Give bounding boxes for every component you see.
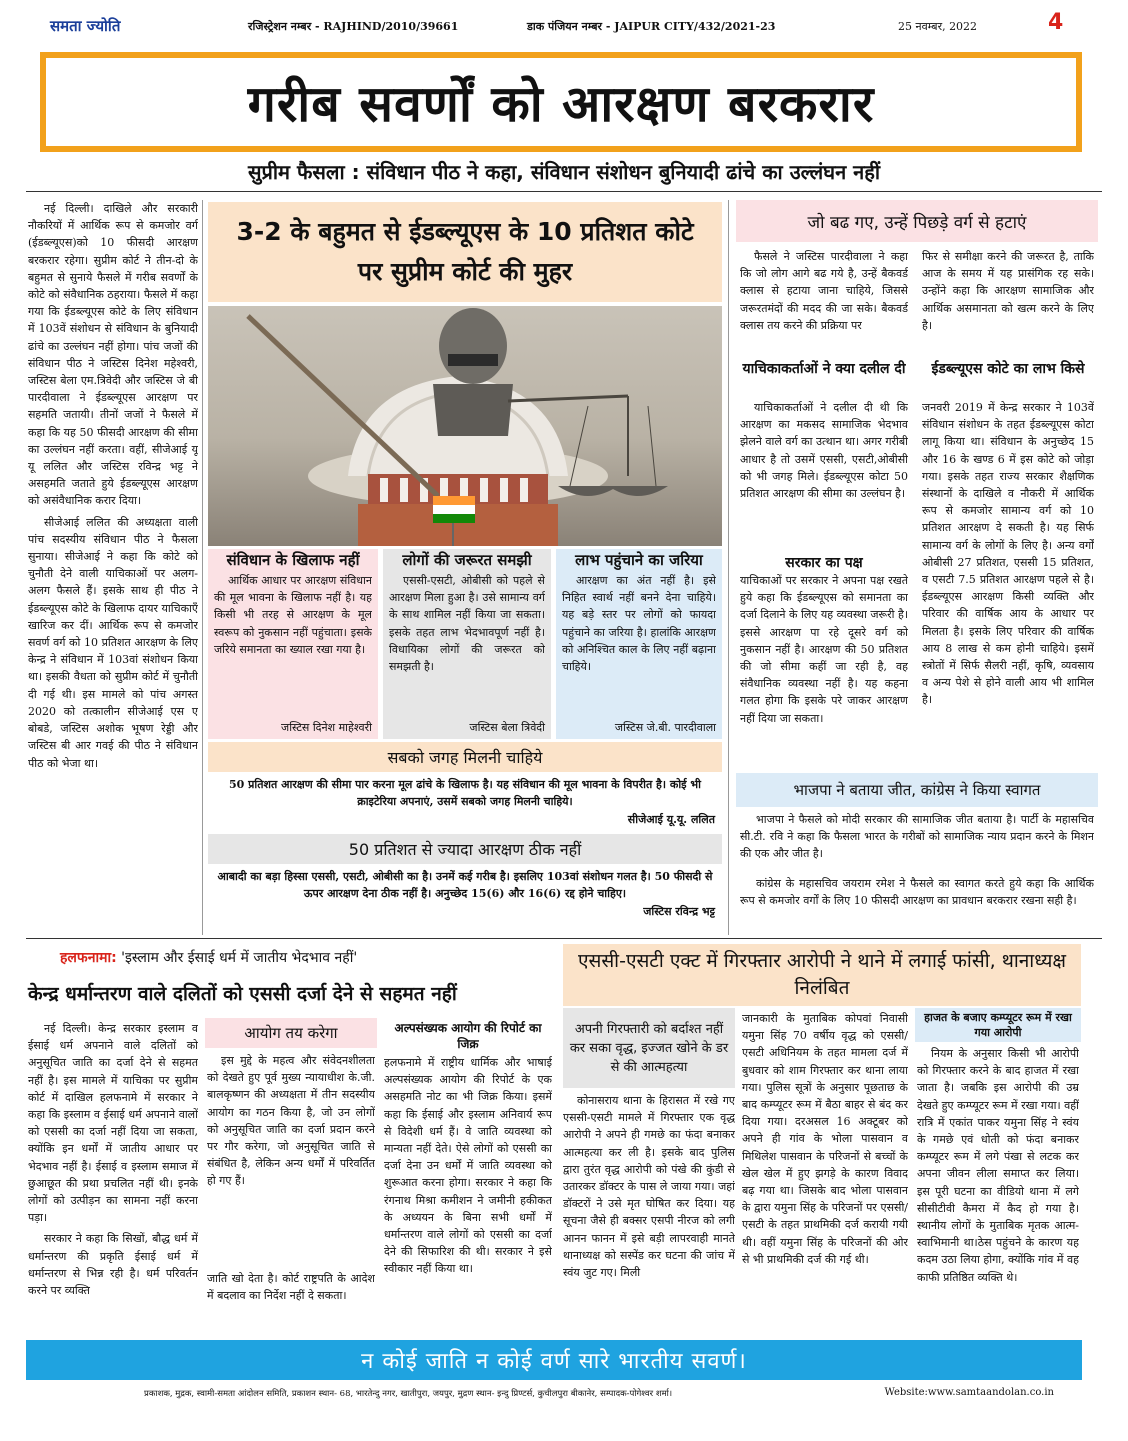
opinion-title: लाभ पहुंचाने का जरिया [575, 551, 703, 569]
footer [26, 1386, 1096, 1406]
opinion-judge: जस्टिस बेला त्रिवेदी [469, 721, 545, 734]
petitioners-text: याचिकाकर्ताओं ने दलील दी थी कि आरक्षण का मकसद सामाजिक भेदभाव झेलने वाले वर्ग का उत्थान था। अगर गरीबी आधार है तो उसमें एससी, एसटी,ओबीसी को भी जगह मिले। ईडब्ल्यूएस कोटा 50 प्रतिशत आरक्षण की सीमा का उल्लंघन है। [740, 401, 908, 501]
slogan-text: न कोई जाति न कोई वर्ण सारे भारतीय सवर्ण। [361, 1349, 747, 1374]
minority-text: हलफनामे में राष्ट्रीय धार्मिक और भाषाई अल्पसंख्यक आयोग की रिपोर्ट के एक असहमति नोट का भी जिक्र किया। इसमें कहा कि ईसाई और इस्लाम अनिवार्य रूप से विदेशी धर्म हैं। वे जाति व्यवस्था को मान्यता नहीं देते। ऐसे लोगों को एससी का दर्जा देना उन धर्मों में जाति व्यवस्था को शुरूआत करना होगा। सरकार ने कहा कि रंगनाथ मिश्रा कमीशन ने जमीनी हकीकत के अध्ययन के बिना सभी धर्मों में धर्मान्तरण वाले लोगों को एससी का दर्जा देने की सिफारिश की थी। सरकार ने इसे स्वीकार नहीं किया था। [384, 1056, 552, 1276]
dissent-title: सबको जगह मिलनी चाहिये [387, 748, 543, 767]
dissent2-title: 50 प्रतिशत से ज्यादा आरक्षण ठीक नहीं [348, 840, 582, 859]
minority-title: अल्पसंख्यक आयोग की रिपोर्ट का जिक्र [394, 1021, 542, 1051]
right-top-col2: फिर से समीक्षा करने की जरूरत है, ताकि आज के समय में यह प्रासंगिक रह सके। उन्होंने कहा कि आरक्षण सामाजिक और आर्थिक असमानता को खत्म करने के लिए है। [922, 250, 1094, 332]
bjp-congress-p1: भाजपा ने फैसले को मोदी सरकार की सामाजिक जीत बताया है। पार्टी के महासचिव सी.टी. रवि ने कहा कि फैसला भारत के गरीबों को सामाजिक न्याय प्रदान करने के मिशन की एक और जीत है। [740, 813, 1094, 861]
commission-text-2: जाति खो देता है। कोर्ट राष्ट्रपति के आदेश में बदलाव का निर्देश नहीं दे सकता। [207, 1272, 375, 1303]
dissent-title-box [208, 742, 722, 772]
custody-col1: कोनासराय थाना के हिरासत में रखे गए एससी-एसटी मामले में गिरफ्तार एक वृद्ध आरोपी ने अपने ही गमछे का फंदा बनाकर आत्महत्या कर ली है। इसके बाद पुलिस द्वारा तुरंत वृद्ध आरोपी को पंखे की कुंडी से उतारकर डॉक्टर के पास ले जाया गया। जहां डॉक्टरों ने उसे मृत घोषित कर दिया। यह सूचना जैसे ही बक्सर एसपी नीरज को लगी आनन फानन में इसे बड़ी लापरवाही मानते थानाध्यक्ष को सस्पेंड कर घटना की जांच में स्वंय जुट गए। मिली [563, 1094, 735, 1280]
right-top-col1: फैसले ने जस्टिस पारदीवाला ने कहा कि जो लोग आगे बढ गये है, उन्हें बैकवर्ड क्लास से हटाया जाना चाहिये, जिससे जरूरतमंदों की मदद की जा सके। बैकवर्ड क्लास तय करने की प्रक्रिया पर [740, 250, 908, 332]
bjp-congress-title-box [736, 773, 1098, 807]
column-rule [202, 200, 203, 935]
affidavit-col1 [28, 1020, 198, 1336]
custody-side-text: नियम के अनुसार किसी भी आरोपी को गिरफ्तार करने के बाद हाजत में रखा जाता है। जबकि इस आरोपी की उम्र देखते हुए कम्प्यूटर रूम में रखा गया। वहीं रात्रि में एकांत पाकर यमुना सिंह ने स्वंय के गमछे एवं धोती को फंदा बनाकर कम्प्यूटर रूम में लगे पंखा से लटक कर अपना जीवन लीला समाप्त कर लिया। इस पूरी घटना का वीडियो थाना में लगे सीसीटीवी कैमरा में कैद हो गया है। स्थानीय लोगों के मुताबिक मृतक आत्म-स्वाभिमानी था।ठेस पहुंचने के कारण यह कदम उठा लिया होगा, क्योंकि गांव में वह काफी प्रतिष्ठित व्यक्ति थे। [917, 1047, 1079, 1284]
petitioners-title: याचिकाकर्ताओं ने क्या दलील दी [742, 361, 906, 377]
ews-benefit-title: ईडब्ल्यूएस कोटे का लाभ किसे [931, 361, 1085, 377]
opinion-box-trivedi [383, 549, 551, 739]
custody-side-title-box [915, 1008, 1081, 1042]
lead-paragraph-1: नई दिल्ली। दाखिले और सरकारी नौकरियों में आर्थिक रूप से कमजोर वर्ग (ईडब्ल्यूएस)को 10 फीसदी आरक्षण बरकरार रहेगा। सुप्रीम कोर्ट ने तीन-दो के बहुमत से सुनाये फैसले में गरीब सवर्णों के कोटे को संवैधानिक ठहराया। फैसले में कहा गया कि ईडब्ल्यूएस कोटे के लिए संविधान में 103वें संशोधन से संविधान के बुनियादी ढांचे का उल्लंघन नहीं होगा। पांच जजों की संविधान पीठ ने जस्टिस दिनेश महेश्वरी, जस्टिस बेला एम.त्रिवेदी और जस्टिस जे बी पारदीवाला ने ईडब्ल्यूएस आरक्षण पर सहमति जतायी। तीनों जजों ने फैसले में कहा कि यह 50 फीसदी आरक्षण की सीमा का उल्लंघन नहीं करता। वहीं, सीजेआई यू यू ललित और जस्टिस रविन्द्र भट्ट ने असहमति जताते हुये ईडब्ल्यूएस आरक्षण को असंवैधानिक करार दिया। [28, 202, 198, 508]
opinion-text: आर्थिक आधार पर आरक्षण संविधान की मूल भावना के खिलाफ नहीं है। यह किसी भी तरह से आरक्षण के मूल स्वरूप को नुकसान नहीं पहुंचाता। इसके जरिये समानता का ख्याल रखा गया है। [214, 574, 372, 656]
dissent-judge: सीजेआई यू.यू. ललित [627, 813, 715, 826]
lead-story-column [28, 200, 198, 935]
ews-benefit-text: जनवरी 2019 में केन्द्र सरकार ने 103वें संविधान संशोधन के तहत ईडब्ल्यूएस कोटा लागू किया था। संविधान के अनुच्छेद 15 और 16 के खण्ड 6 में इस कोटे को जोड़ा गया। इसके तहत राज्य सरकार शैक्षणिक संस्थानों के दाखिले व नौकरी में आर्थिक रूप से कमजोर सामान्य वर्ग को 10 प्रतिशत आरक्षण दे सकती है। यह सिर्फ सामान्य वर्ग के लोगों के लिए है। अन्य वर्गों ओबीसी 27 प्रतिशत, एससी 15 प्रतिशत, व एसटी 7.5 प्रतिशत आरक्षण पहले से है। ईडब्ल्यूएस आरक्षण किसी व्यक्ति और परिवार की वार्षिक आय के आधार पर मिलता है। इसके लिए परिवार की वार्षिक आय 8 लाख से कम होनी चाहिये। इसमें स्त्रोतों में सिर्फ सैलरी नहीं, कृषि, व्यवसाय व अन्य पेशे से होने वाली आय भी शामिल है। [922, 401, 1094, 707]
affidavit-p1: नई दिल्ली। केन्द्र सरकार इस्लाम व ईसाई धर्म अपनाने वाले दलितों को अनुसूचित जाति का दर्जा देने से सहमत नहीं है। इस मामले में याचिका पर सुप्रीम कोर्ट में दाखिल हलफनामे में सरकार ने कहा कि इस्लाम व ईसाई धर्म अपनाने वालों को एससी का दर्जा नहीं दिया जा सकता, क्योंकि इन धर्मों में जातीय आधार पर भेदभाव नहीं है। ईसाई व इस्लाम समाज में छुआछूत की प्रथा प्रचलित नहीं थी। इनके लोगों को उत्पीड़न का सामना नहीं करना पड़ा। [28, 1022, 198, 1225]
bjp-congress-p2: कांग्रेस के महासचिव जयराम रमेश ने फैसले का स्वागत करते हुये कहा कि आर्थिक रूप से कमजोर वर्गों के लिए 10 फीसदी आरक्षण का प्रावधान बरकरार रखना सही है। [740, 877, 1094, 908]
commission-title: आयोग तय करेगा [244, 1024, 338, 1042]
opinion-text: आरक्षण का अंत नहीं है। इसे निहित स्वार्थ नहीं बनने देना चाहिये। यह बड़े स्तर पर लोगों को फायदा पहुंचाने का जरिया है। हालांकि आरक्षण को अनिश्चित काल के लिए नहीं बढ़ाना चाहिये। [562, 574, 716, 674]
commission-text: इस मुद्दे के महत्व और संवेदनशीलता को देखते हुए पूर्व मुख्य न्यायाधीश के.जी. बालकृष्णन की अध्यक्षता में तीन सदस्यीय आयोग का गठन किया है, जो उन लोगों को अनुसूचित जाति का दर्जा प्रदान करने पर गौर करेगा, जो अनुसूचित जाति से संबंधित है, लेकिन अन्य धर्मों में परिवर्तित हो गए हैं। [207, 1054, 375, 1188]
sub-headline: सुप्रीम फैसला : संविधान पीठ ने कहा, संविधान संशोधन बुनियादी ढांचे का उल्लंघन नहीं [247, 160, 881, 184]
dissent2-text: आबादी का बड़ा हिस्सा एससी, एसटी, ओबीसी का है। उनमें कई गरीब है। इसलिए 103वां संशोधन गलत है। 50 फीसदी से ऊपर आरक्षण देना ठीक नहीं है। अनुच्छेद 15(6) और 16(6) रद्द होने चाहिए। [217, 870, 713, 900]
government-text: याचिकाओं पर सरकार ने अपना पक्ष रखते हुये कहा कि ईडब्ल्यूएस को समानता का दर्जा दिलाने के लिए यह व्यवस्था जरूरी है। इससे आरक्षण पा रहे दूसरे वर्ग को नुकसान नहीं है। आरक्षण की 50 प्रतिशत की जो सीमा कहीं जा रही है, वह संवैधानिक व्यवस्था नहीं है। यह कहना गलत होगा कि इसके परे जाकर आरक्षण नहीं दिया जा सकता। [740, 574, 908, 725]
subheadline-rule [26, 191, 1102, 192]
custody-headline: एससी-एसटी एक्ट में गिरफ्तार आरोपी ने थाने में लगाई फांसी, थानाध्यक्ष निलंबित [577, 950, 1067, 999]
affidavit-p2: सरकार ने कहा कि सिखों, बौद्ध धर्म में धर्मान्तरण की प्रकृति ईसाई धर्म में धर्मान्तरण से भिन्न रही है। धर्म परिवर्तन करने पर व्यक्ति [28, 1232, 198, 1298]
paper-name: समता ज्योति [50, 17, 121, 35]
right-top-title-box [736, 200, 1098, 242]
footer-imprint: प्रकाशक, मुद्रक, स्वामी-समता आंदोलन समिति, प्रकाशन स्थान- 68, भारतेन्दु नगर, खातीपुरा, जयपुर, मुद्रण स्थान- इन्दु प्रिण्टर्स, कुचीलपुरा बीकानेर, सम्पादक-पोगेश्वर शर्मा। [144, 1389, 673, 1399]
custody-box-title: अपनी गिरफ्तारी को बर्दाश्त नहीं कर सका वृद्ध, इज्जत खोने के डर से की आत्महत्या [569, 1021, 729, 1075]
dissent-text: 50 प्रतिशत आरक्षण की सीमा पार करना मूल ढांचे के खिलाफ है। यह संविधान की मूल भावना के विपरीत है। कोई भी क्राइटेरिया अपनाएं, उसमें सबको जगह मिलनी चाहिये। [229, 778, 701, 808]
bjp-congress-title: भाजपा ने बताया जीत, कांग्रेस ने किया स्वागत [793, 781, 1041, 799]
registration-number: रजिस्ट्रेशन नम्बर - RAJHIND/2010/39661 [248, 20, 459, 33]
opinion-title: लोगों की जरूरत समझी [402, 551, 532, 569]
feature-title-box [208, 202, 722, 302]
dissent2-title-box [208, 834, 722, 864]
opinion-text: एससी-एसटी, ओबीसी को पहले से आरक्षण मिला हुआ है। उसे सामान्य वर्ग के साथ शामिल नहीं किया जा सकता। इसके तहत लाभ भेदभावपूर्ण नहीं है। विधायिका लोगों की जरूरत को समझती है। [389, 574, 545, 674]
opinion-box-pardiwala [556, 549, 722, 739]
commission-title-box [205, 1018, 377, 1048]
affidavit-kicker-label: हलफनामा: [60, 950, 117, 966]
custody-box [563, 1008, 735, 1088]
opinion-judge: जस्टिस दिनेश माहेश्वरी [281, 721, 372, 734]
footer-website: Website:www.samtaandolan.co.in [884, 1387, 1054, 1398]
custody-col2: जानकारी के मुताबिक कोपवां निवासी यमुना सिंह 70 वर्षीय वृद्ध को एससी/एसटी अधिनियम के तहत मामला दर्ज में बुधवार को शाम गिरफ्तार कर थाना लाया गया। पुलिस सूत्रों के अनुसार पूछताछ के बाद कम्प्यूटर रूम में बैठा बाहर से बंद कर दिया गया। दरअसल 16 अक्टूबर को अपने ही गांव के भोला पासवान व मिथिलेश पासवान के परिजनों से बच्चों के खेल खेल में हुए झगड़े के कारण विवाद बढ़ गया था। जिसके बाद भोला पासवान के द्वारा यमुना सिंह के परिजनों पर एससी/एसटी के तहत प्राथमिकी दर्ज करायी गयी थी। वहीं यमुना सिंह के परिजनों की ओर से भी प्राथमिकी दर्ज की गई थी। [742, 1012, 908, 1266]
opinion-title: संविधान के खिलाफ नहीं [226, 551, 360, 569]
affidavit-kicker-text: 'इस्लाम और ईसाई धर्म में जातीय भेदभाव नहीं' [121, 950, 358, 966]
affidavit-headline: केन्द्र धर्मान्तरण वाले दलितों को एससी दर्जा देने से सहमत नहीं [28, 983, 457, 1005]
slogan-banner [26, 1340, 1082, 1380]
lead-paragraph-2: सीजेआई ललित की अध्यक्षता वाली पांच सदस्यीय संविधान पीठ ने फैसला सुनाया। सीजेआई ने कहा कि कोटे को चुनौती देने वाली याचिकाओं पर अलग-अलग फैसले हैं। इसके साथ ही पीठ ने ईडब्ल्यूएस कोटे के खिलाफ दायर याचिकाएँ खारिज कर दीं। आर्थिक रूप से कमजोर सवर्ण वर्ग को 10 प्रतिशत आरक्षण के लिए केन्द्र ने संविधान में 103वां संशोधन किया था। इसकी वैधता को सुप्रीम कोर्ट में चुनौती दी गई थी। इस मामले को पांच अगस्त 2020 को तत्कालीन सीजेआई एस ए बोबडे, जस्टिस अशोक भूषण रेड्डी और जस्टिस बी आर गवई की पीठ ने संविधान पीठ को भेजा था। [28, 515, 198, 770]
government-title: सरकार का पक्ष [785, 555, 863, 571]
dissent2-judge: जस्टिस रविन्द्र भट्ट [643, 905, 715, 918]
masthead [30, 10, 1102, 40]
issue-date: 25 नवम्बर, 2022 [898, 20, 978, 33]
opinion-box-maheshwari [208, 549, 378, 739]
supreme-court-image [208, 306, 722, 546]
main-headline-box [40, 52, 1082, 152]
postal-registration: डाक पंजियन नम्बर - JAIPUR CITY/432/2021-23 [527, 20, 776, 33]
affidavit-kicker [60, 948, 560, 967]
opinion-judge: जस्टिस जे.बी. पारदीवाला [614, 721, 716, 734]
supreme-court-lady-justice-photo-icon [208, 306, 722, 546]
custody-side-title: हाजत के बजाए कम्प्यूटर रूम में रखा गया आरोपी [924, 1011, 1072, 1039]
main-headline: गरीब सवर्णों को आरक्षण बरकरार [247, 75, 875, 133]
column-rule [728, 200, 729, 935]
page-number: 4 [1048, 10, 1064, 35]
right-top-title: जो बढ गए, उन्हें पिछड़े वर्ग से हटाएं [807, 212, 1027, 233]
section-rule [26, 938, 1102, 939]
feature-title: 3-2 के बहुमत से ईडब्ल्यूएस के 10 प्रतिशत कोटे पर सुप्रीम कोर्ट की मुहर [236, 217, 694, 286]
custody-headline-box [563, 944, 1081, 1006]
